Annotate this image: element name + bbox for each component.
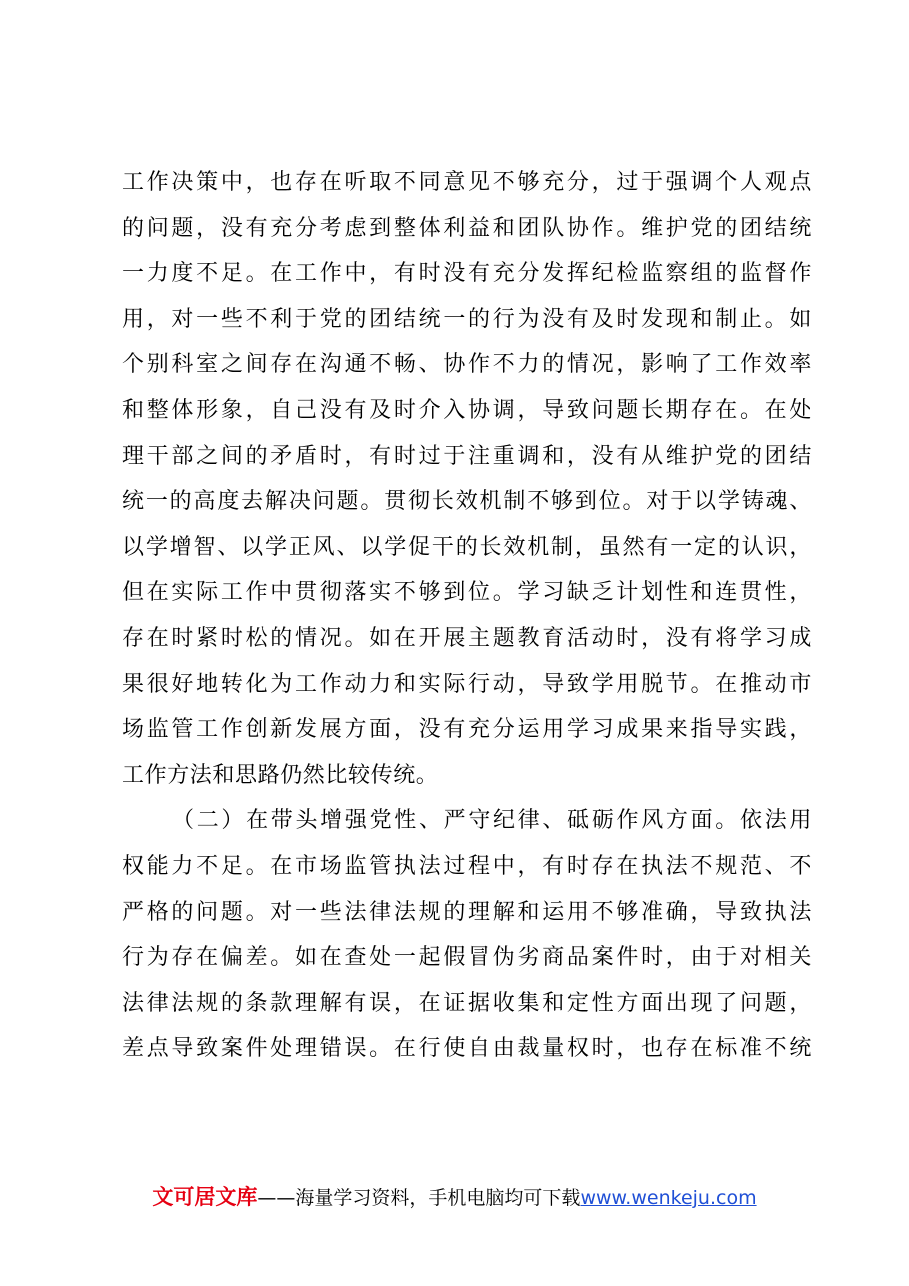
document-body [122,160,812,1072]
text-line: 法律法规的条款理解有误，在证据收集和定性方面出现了问题， [122,990,812,1016]
text-line: 严格的问题。对一些法律法规的理解和运用不够准确，导致执法 [122,899,812,925]
text-line-paragraph-end: 工作方法和思路仍然比较传统。 [122,762,439,788]
text-line: 统一的高度去解决问题。贯彻长效机制不够到位。对于以学铸魂、 [122,489,812,515]
text-line: 一力度不足。在工作中，有时没有充分发挥纪检监察组的监督作 [122,261,812,287]
text-line: 行为存在偏差。如在查处一起假冒伪劣商品案件时，由于对相关 [122,945,812,971]
page-footer [0,1180,909,1214]
text-line: 和整体形象，自己没有及时介入协调，导致问题长期存在。在处 [122,397,812,423]
text-line: 但在实际工作中贯彻落实不够到位。学习缺乏计划性和连贯性， [122,580,812,606]
section-heading-line: （二）在带头增强党性、严守纪律、砥砺作风方面。依法用 [172,808,812,834]
footer-brand: 文可居文库 [152,1185,258,1209]
text-line: 的问题，没有充分考虑到整体利益和团队协作。维护党的团结统 [122,215,812,241]
text-line: 差点导致案件处理错误。在行使自由裁量权时，也存在标准不统 [122,1036,812,1062]
text-line: 个别科室之间存在沟通不畅、协作不力的情况，影响了工作效率 [122,352,812,378]
footer-slogan: ——海量学习资料，手机电脑均可下载 [257,1187,581,1209]
text-line: 存在时紧时松的情况。如在开展主题教育活动时，没有将学习成 [122,625,812,651]
text-line: 以学增智、以学正风、以学促干的长效机制，虽然有一定的认识， [122,534,812,560]
footer-website-link[interactable]: www.wenkeju.com [580,1187,757,1209]
text-line: 果很好地转化为工作动力和实际行动，导致学用脱节。在推动市 [122,671,812,697]
text-line: 场监管工作创新发展方面，没有充分运用学习成果来指导实践， [122,717,812,743]
text-line: 用，对一些不利于党的团结统一的行为没有及时发现和制止。如 [122,306,812,332]
text-line: 工作决策中，也存在听取不同意见不够充分，过于强调个人观点 [122,170,812,195]
text-line: 权能力不足。在市场监管执法过程中，有时存在执法不规范、不 [122,853,812,879]
text-line: 理干部之间的矛盾时，有时过于注重调和，没有从维护党的团结 [122,443,812,469]
